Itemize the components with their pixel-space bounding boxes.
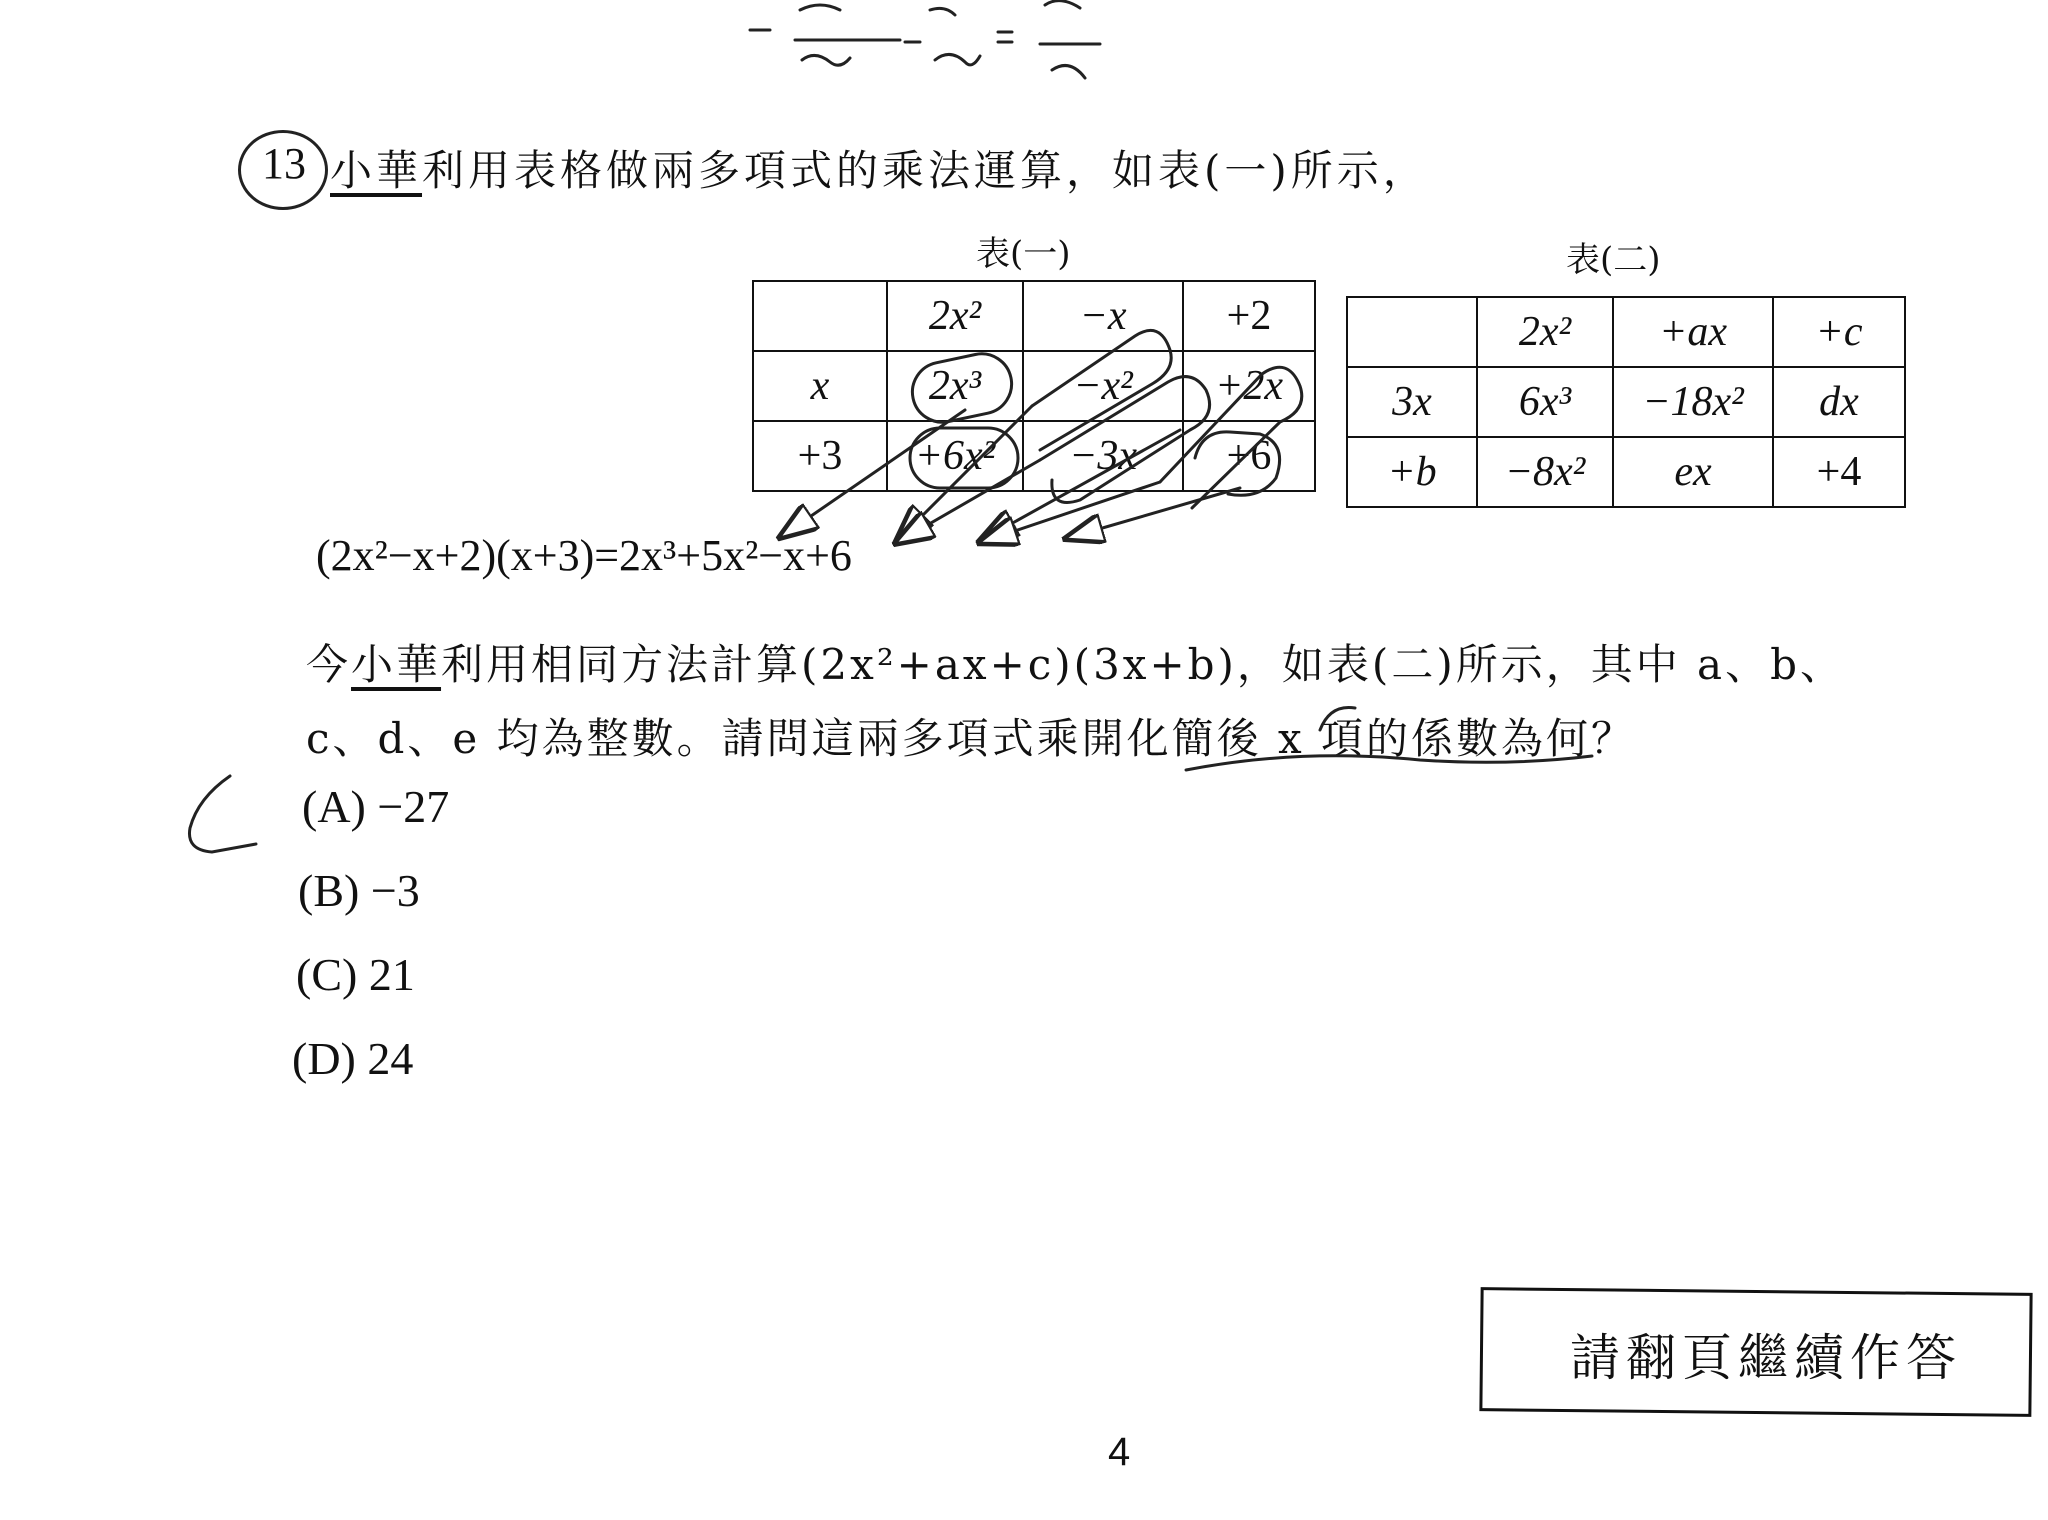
table2-cell: dx — [1773, 367, 1905, 437]
choice-a[interactable]: (A) −27 — [302, 781, 450, 832]
question-stem — [330, 138, 1429, 198]
diagonal-arrows-overlay — [740, 310, 1340, 560]
table1-row-label: +3 — [753, 421, 887, 491]
table1-caption: 表(一) — [976, 234, 1071, 274]
paragraph-prefix: 今 — [306, 640, 352, 689]
table1-cell: +2x — [1183, 351, 1315, 421]
table2-header-cell: +ax — [1613, 297, 1773, 367]
table2-cell: −8x² — [1477, 437, 1613, 507]
choice-c[interactable]: (C) 21 — [296, 949, 415, 1000]
table2-corner-cell — [1347, 297, 1477, 367]
table1-header-cell: +2 — [1183, 281, 1315, 351]
example-equation: (2x²−x+2)(x+3)=2x³+5x²−x+6 — [316, 531, 852, 580]
student-name-2: 小華 — [351, 640, 442, 689]
table2-row — [1347, 367, 1905, 437]
page-number: 4 — [1108, 1430, 1131, 1474]
table2-cell: +4 — [1773, 437, 1905, 507]
choice-b[interactable]: (B) −3 — [298, 865, 420, 916]
table2-cell: ex — [1613, 437, 1773, 507]
table2 — [1346, 296, 1906, 508]
handwritten-answer-c — [176, 768, 276, 864]
table2-cell: 6x³ — [1477, 367, 1613, 437]
student-name: 小華 — [330, 146, 423, 195]
table1-cell: +6x² — [887, 421, 1023, 491]
handwritten-scribble — [740, 0, 1120, 100]
table1-header-cell: −x — [1023, 281, 1183, 351]
paragraph-line-2: c、d、e 均為整數。請問這兩多項式乘開化簡後 x 項的係數為何？ — [306, 714, 1637, 763]
table1-cell: −3x — [1023, 421, 1183, 491]
table2-row — [1347, 437, 1905, 507]
table2-header-row — [1347, 297, 1905, 367]
table1-cell: 2x³ — [887, 351, 1023, 421]
paragraph-line-1 — [306, 632, 1845, 692]
question-stem-text: 利用表格做兩多項式的乘法運算，如表(一)所示， — [422, 146, 1429, 195]
table2-header-cell: 2x² — [1477, 297, 1613, 367]
turn-page-notice: 請翻頁繼續作答 — [1570, 1329, 1962, 1387]
question-number: 13 — [262, 139, 306, 188]
handwritten-underline — [1180, 690, 1600, 780]
table2-row-label: 3x — [1347, 367, 1477, 437]
table1-cell: −x² — [1023, 351, 1183, 421]
paragraph-line-1-text: 利用相同方法計算(2x²+ax+c)(3x+b)，如表(二)所示，其中 a、b、 — [441, 640, 1845, 689]
table2-caption: 表(二) — [1566, 240, 1661, 280]
choice-d[interactable]: (D) 24 — [292, 1033, 414, 1084]
table2-cell: −18x² — [1613, 367, 1773, 437]
table2-header-cell: +c — [1773, 297, 1905, 367]
table1-header-cell: 2x² — [887, 281, 1023, 351]
table1-row-label: x — [753, 351, 887, 421]
table1-cell: +6 — [1183, 421, 1315, 491]
table2-row-label: +b — [1347, 437, 1477, 507]
